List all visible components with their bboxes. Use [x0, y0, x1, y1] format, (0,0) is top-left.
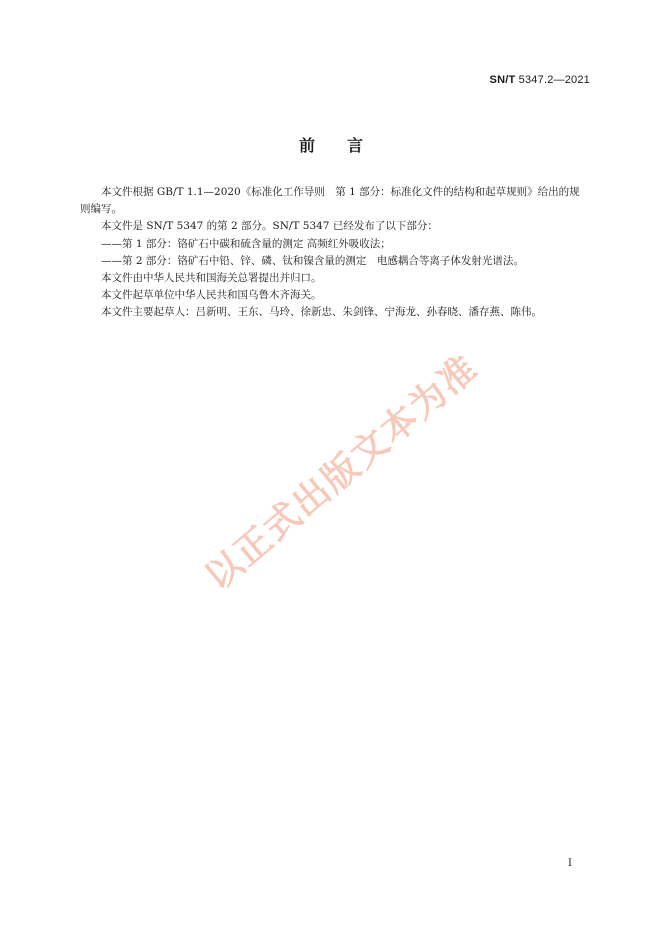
paragraph-drafters: 本文件主要起草人：吕新明、王东、马玲、徐新忠、朱剑锋、宁海龙、孙春晓、潘存燕、陈伟。 [101, 306, 542, 319]
page-title: 前言 [298, 136, 395, 155]
standard-code [490, 74, 590, 86]
paragraph-series-intro: 本文件是 SN/T 5347 的第 2 部分。SN/T 5347 已经发布了以下部分： [101, 220, 438, 233]
standard-code-number: 5347.2—2021 [518, 74, 590, 86]
list-item-part-2: ——第 2 部分：铬矿石中铅、锌、磷、钛和镍含量的测定 电感耦合等离子体发射光谱法。 [101, 254, 524, 267]
list-item-part-1: ——第 1 部分：铬矿石中碳和硫含量的测定 高频红外吸收法； [101, 237, 391, 250]
paragraph-drafting-rules: 本文件根据 GB/T 1.1—2020《标准化工作导则 第 1 部分：标准化文件的结构和起草规则》给出的规则编写。 [80, 186, 580, 216]
paragraph-drafting-unit: 本文件起草单位中华人民共和国乌鲁木齐海关。 [101, 289, 322, 302]
watermark: 以正式出版文本为准 [197, 347, 487, 599]
standard-code-prefix: SN/T [489, 74, 516, 86]
page-number: I [568, 858, 572, 869]
paragraph-proposer: 本文件由中华人民共和国海关总署提出并归口。 [101, 272, 322, 285]
foreword-body [80, 184, 590, 322]
